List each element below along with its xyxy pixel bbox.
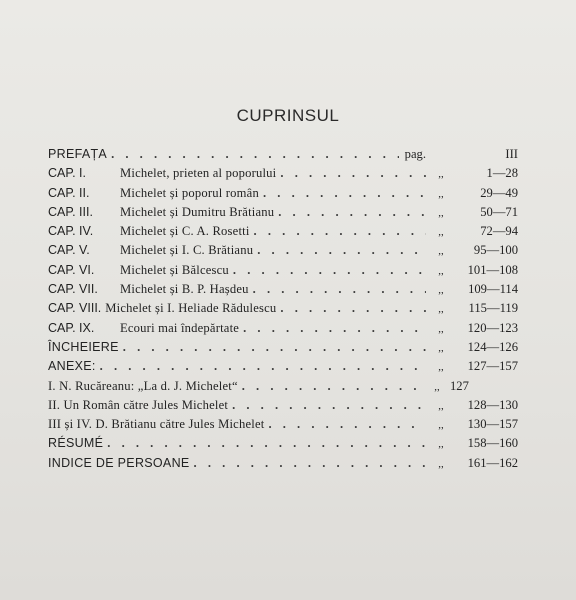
page-title: CUPRINSUL	[236, 106, 340, 125]
toc-row-annex-2	[48, 398, 518, 417]
toc-chapter-number: CAP. VII.	[48, 282, 98, 297]
toc-chapter-title: Michelet și I. Heliade Rădulescu	[105, 301, 277, 316]
dot-leader	[253, 282, 426, 297]
dot-leader	[257, 243, 426, 258]
toc-page-range: 109—114	[468, 282, 518, 297]
toc-page-range: 127—157	[467, 359, 518, 374]
toc-chapter-number: CAP. III.	[48, 204, 93, 219]
ditto-mark: ,,	[438, 341, 444, 354]
ditto-mark: ,,	[438, 187, 444, 200]
toc-chapter-number: CAP. II.	[48, 185, 90, 200]
dot-leader	[194, 456, 426, 471]
toc-row-cap-3	[48, 205, 518, 224]
toc-chapter-title: Ecouri mai îndepărtate	[120, 320, 240, 335]
dot-leader	[278, 205, 426, 220]
dot-leader	[111, 147, 399, 162]
toc-page-range: 127	[450, 378, 469, 393]
dot-leader	[254, 224, 426, 239]
toc-annex-title: II. Un Român către Jules Michelet	[48, 397, 229, 412]
toc-row-indice	[48, 456, 518, 475]
dot-leader	[232, 398, 426, 413]
toc-page-range: 115—119	[468, 301, 518, 316]
toc-row-resume	[48, 436, 518, 455]
dot-leader	[268, 417, 426, 432]
toc-chapter-title: Michelet și I. C. Brătianu	[120, 243, 254, 258]
ditto-mark: ,,	[438, 226, 444, 239]
toc-section-label: ANEXE:	[48, 359, 96, 374]
toc-row-annex-3-4	[48, 417, 518, 436]
toc-chapter-number: CAP. IV.	[48, 224, 94, 239]
toc-row-cap-5	[48, 243, 518, 262]
toc-page-range: 124—126	[467, 339, 518, 354]
toc-chapter-number: CAP. IX.	[48, 320, 95, 335]
ditto-mark: ,,	[438, 168, 444, 181]
toc-page-range: 101—108	[467, 262, 518, 277]
toc-row-cap-1	[48, 166, 518, 185]
ditto-mark: ,,	[438, 206, 444, 219]
toc-page-range: 95—100	[473, 243, 518, 258]
toc-row-annex-1	[48, 379, 518, 398]
ditto-mark: ,,	[438, 361, 444, 374]
toc-row-cap-9	[48, 321, 518, 340]
dot-leader	[107, 436, 426, 451]
dot-leader	[233, 263, 426, 278]
ditto-mark: ,,	[434, 380, 440, 393]
dot-leader	[263, 186, 426, 201]
ditto-mark: ,,	[438, 438, 444, 451]
toc-page-range: 130—157	[467, 417, 518, 432]
toc-chapter-title: Michelet și B. P. Hașdeu	[120, 282, 249, 297]
dot-leader	[280, 301, 426, 316]
toc-section-label: INDICE DE PERSOANE	[48, 455, 190, 470]
toc-page-range: 29—49	[480, 185, 518, 200]
table-of-contents	[48, 147, 518, 475]
toc-chapter-title: Michelet, prieten al poporului	[120, 166, 277, 181]
toc-chapter-title: Michelet și Dumitru Brătianu	[120, 204, 275, 219]
dot-leader	[100, 359, 426, 374]
toc-row-prefata	[48, 147, 518, 166]
toc-chapter-title: Michelet și Bălcescu	[120, 262, 229, 277]
toc-chapter-number: CAP. VI.	[48, 262, 95, 277]
toc-chapter-number: CAP. V.	[48, 243, 90, 258]
ditto-mark: ,,	[438, 303, 444, 316]
toc-chapter-title: Michelet și C. A. Rosetti	[120, 224, 250, 239]
toc-row-cap-4	[48, 224, 518, 243]
toc-page-range: 161—162	[467, 455, 518, 470]
toc-section-label: PREFAȚA	[48, 147, 108, 161]
toc-chapter-title: Michelet și poporul român	[120, 185, 259, 200]
toc-page-range: 120—123	[467, 320, 518, 335]
ditto-mark: ,,	[438, 419, 444, 432]
toc-row-cap-8	[48, 301, 518, 320]
toc-annex-title: I. N. Rucăreanu: „La d. J. Michelet“	[48, 378, 238, 393]
toc-row-cap-6	[48, 263, 518, 282]
toc-row-anexe	[48, 359, 518, 378]
toc-page-range: 158—160	[467, 436, 518, 451]
toc-chapter-number: CAP. I.	[48, 166, 86, 181]
toc-section-label: RÉSUMÉ	[48, 436, 104, 451]
toc-row-cap-2	[48, 186, 518, 205]
toc-page-range: III	[505, 147, 518, 161]
ditto-mark: ,,	[438, 399, 444, 412]
dot-leader	[123, 340, 426, 355]
ditto-mark: ,,	[438, 264, 444, 277]
toc-page-range: 50—71	[480, 204, 518, 219]
toc-section-label: ÎNCHEIERE	[48, 339, 119, 354]
ditto-mark: ,,	[438, 284, 444, 297]
dot-leader	[280, 166, 426, 181]
toc-row-incheiere	[48, 340, 518, 359]
toc-annex-title: III și IV. D. Brătianu către Jules Michelet	[48, 417, 265, 432]
toc-page-range: 128—130	[467, 397, 518, 412]
ditto-mark: ,,	[438, 457, 444, 470]
dot-leader	[243, 321, 426, 336]
pag-label: pag.	[404, 147, 426, 161]
dot-leader	[242, 379, 422, 394]
toc-page-range: 72—94	[480, 224, 518, 239]
ditto-mark: ,,	[438, 245, 444, 258]
toc-chapter-number: CAP. VIII.	[48, 301, 102, 316]
toc-row-cap-7	[48, 282, 518, 301]
ditto-mark: ,,	[438, 322, 444, 335]
toc-page-range: 1—28	[486, 166, 518, 181]
